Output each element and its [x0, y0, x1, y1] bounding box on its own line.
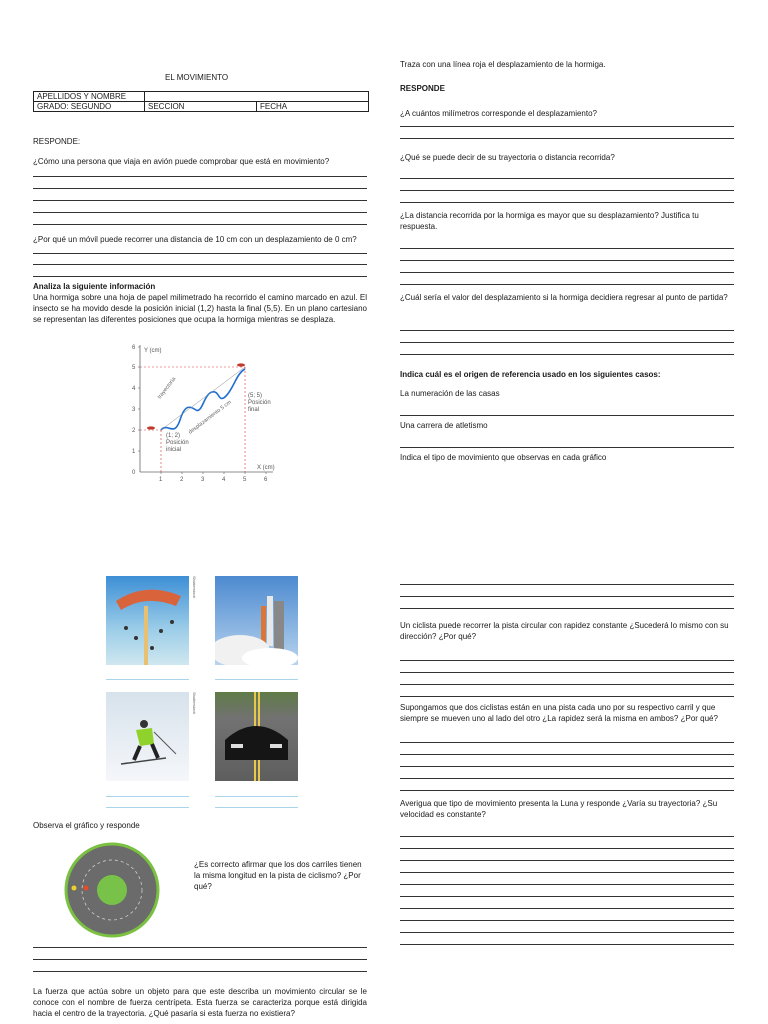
answer-line[interactable]	[400, 848, 734, 849]
answer-line[interactable]	[400, 415, 734, 416]
observa-heading: Observa el gráfico y responde	[33, 821, 140, 830]
ant-end-icon	[237, 363, 245, 366]
answer-line[interactable]	[400, 248, 734, 249]
start-label: inicial	[166, 447, 182, 453]
x-tick: 5	[243, 477, 247, 483]
question-milimetros: ¿A cuántos milímetros corresponde el desplazamiento?	[400, 109, 597, 118]
ant-path-graph	[128, 342, 278, 484]
answer-line[interactable]	[400, 836, 734, 837]
answer-line[interactable]	[400, 884, 734, 885]
end-label: Posición	[248, 400, 271, 406]
answer-line[interactable]	[400, 696, 734, 697]
answer-line[interactable]	[215, 807, 298, 808]
cyclist-outer-icon	[72, 886, 77, 891]
answer-line[interactable]	[400, 190, 734, 191]
y-axis-label: Y (cm)	[144, 348, 162, 354]
answer-line[interactable]	[400, 330, 734, 331]
x-tick: 3	[201, 477, 205, 483]
analiza-heading: Analiza la siguiente información	[33, 282, 156, 291]
answer-line[interactable]	[400, 860, 734, 861]
traza-instruction: Traza con una línea roja el desplazamiento de la hormiga.	[400, 60, 606, 69]
answer-line[interactable]	[400, 908, 734, 909]
space-shuttle-photo	[215, 576, 298, 665]
x-axis-label: X (cm)	[257, 465, 275, 471]
answer-line[interactable]	[400, 608, 734, 609]
answer-line[interactable]	[400, 126, 734, 127]
indica-heading: Indica cuál es el origen de referencia usado en los siguientes casos:	[400, 370, 661, 379]
skier-photo	[106, 692, 189, 781]
fecha-label: FECHA	[257, 102, 369, 112]
answer-line[interactable]	[106, 807, 189, 808]
answer-line[interactable]	[400, 342, 734, 343]
caso-carrera: Una carrera de atletismo	[400, 421, 488, 430]
answer-line[interactable]	[400, 260, 734, 261]
answer-line[interactable]	[400, 766, 734, 767]
apellidos-field[interactable]	[145, 92, 369, 102]
y-tick: 0	[132, 470, 136, 476]
apellidos-label: APELLIDOS Y NOMBRE	[34, 92, 145, 102]
answer-line[interactable]	[33, 212, 367, 213]
question-trayectoria: ¿Qué se puede decir de su trayectoria o distancia recorrida?	[400, 153, 615, 162]
cyclist-inner-icon	[84, 886, 89, 891]
answer-line[interactable]	[400, 447, 734, 448]
answer-line[interactable]	[215, 796, 298, 797]
answer-line[interactable]	[400, 596, 734, 597]
answer-line[interactable]	[400, 272, 734, 273]
end-label: final	[248, 407, 260, 413]
answer-line[interactable]	[106, 796, 189, 797]
tipo-movimiento-instruction: Indica el tipo de movimiento que observas en cada gráfico	[400, 453, 607, 462]
answer-line[interactable]	[33, 959, 367, 960]
seccion-label: SECCION	[145, 102, 257, 112]
answer-line[interactable]	[400, 202, 734, 203]
question-regresar: ¿Cuál sería el valor del desplazamiento si la hormiga decidiera regresar al punto de partida?	[400, 293, 728, 302]
answer-line[interactable]	[400, 944, 734, 945]
question-carriles: ¿Es correcto afirmar que los dos carriles tienen la misma longitud en la pista de ciclismo? ¿Por qué?	[194, 860, 362, 891]
answer-line[interactable]	[106, 679, 189, 680]
caso-casas: La numeración de las casas	[400, 389, 500, 398]
responde-heading: RESPONDE	[400, 84, 445, 93]
start-label: Posición	[166, 440, 189, 446]
question-ciclistas: Supongamos que dos ciclistas están en una pista cada uno por su respectivo carril y que siempre se mueven uno al lado del otro ¿La rapidez será la misma en ambos? ¿Por qué?	[400, 703, 718, 723]
fuerza-paragraph: La fuerza que actúa sobre un objeto para que este describa un movimiento circular se le conoce con el nombre de fuerza centrípeta. Esta fuerza se caracteriza porque está dirigida hacia el centro de la trayectoria. ¿Qué pasaría si esta fuerza no existiera?	[33, 987, 367, 1018]
x-tick: 1	[159, 477, 163, 483]
start-coord: (1; 2)	[166, 433, 181, 439]
answer-line[interactable]	[33, 176, 367, 177]
y-tick: 6	[132, 345, 136, 351]
photo-credit: Shutterstock	[192, 576, 197, 599]
sports-car-photo	[215, 692, 298, 781]
ant-start-icon	[147, 426, 155, 429]
answer-line[interactable]	[400, 872, 734, 873]
photo-credit: Shutterstock	[192, 692, 197, 715]
answer-line[interactable]	[400, 284, 734, 285]
y-tick: 3	[132, 407, 136, 413]
answer-line[interactable]	[400, 920, 734, 921]
question-ciclista: Un ciclista puede recorrer la pista circular con rapidez constante ¿Sucederá lo mismo con su dirección? ¿Por qué?	[400, 621, 729, 641]
desplazamiento-label: desplazamiento 5 cm	[187, 399, 233, 436]
answer-line[interactable]	[400, 138, 734, 139]
question-distancia: ¿La distancia recorrida por la hormiga es mayor que su desplazamiento? Justifica tu respuesta.	[400, 211, 699, 231]
y-tick: 2	[132, 428, 136, 434]
answer-line[interactable]	[400, 742, 734, 743]
answer-line[interactable]	[215, 679, 298, 680]
x-tick: 6	[264, 477, 268, 483]
y-tick: 1	[132, 449, 136, 455]
end-coord: (5; 5)	[248, 393, 263, 399]
answer-line[interactable]	[400, 896, 734, 897]
answer-line[interactable]	[33, 188, 367, 189]
x-tick: 2	[180, 477, 184, 483]
cycling-track-diagram	[64, 842, 160, 938]
x-tick: 4	[222, 477, 226, 483]
answer-line[interactable]	[33, 200, 367, 201]
student-info-table	[33, 91, 369, 112]
question-luna: Averigua que tipo de movimiento presenta la Luna y responde ¿Varía su trayectoria? ¿Su velocidad es constante?	[400, 799, 718, 819]
answer-line[interactable]	[33, 224, 367, 225]
question-avion: ¿Cómo una persona que viaja en avión puede comprobar que está en movimiento?	[33, 157, 330, 166]
answer-line[interactable]	[33, 276, 367, 277]
answer-line[interactable]	[400, 778, 734, 779]
answer-line[interactable]	[33, 971, 367, 972]
answer-line[interactable]	[400, 178, 734, 179]
analiza-paragraph: Una hormiga sobre una hoja de papel milimetrado ha recorrido el camino marcado en azul. El insecto se ha movido desde la posición inicial (1,2) hasta la final (5,5). En un plano cartesiano se representan las diferentes posiciones que ocupa la hormiga mientras se desplaza.	[33, 293, 367, 324]
question-movil: ¿Por qué un móvil puede recorrer una distancia de 10 cm con un desplazamiento de 0 cm?	[33, 235, 357, 244]
y-tick: 4	[132, 386, 136, 392]
answer-line[interactable]	[400, 790, 734, 791]
trayectoria-label: trayectoria	[156, 376, 178, 401]
grado-label: GRADO: SEGUNDO	[34, 102, 145, 112]
responde-heading: RESPONDE:	[33, 137, 81, 146]
answer-line[interactable]	[400, 754, 734, 755]
y-tick: 5	[132, 365, 136, 371]
page-title: EL MOVIMIENTO	[165, 73, 229, 82]
answer-line[interactable]	[400, 932, 734, 933]
answer-line[interactable]	[400, 354, 734, 355]
carousel-photo	[106, 576, 189, 665]
answer-line[interactable]	[400, 584, 734, 585]
answer-line[interactable]	[400, 684, 734, 685]
answer-line[interactable]	[33, 253, 367, 254]
answer-line[interactable]	[400, 660, 734, 661]
answer-line[interactable]	[33, 947, 367, 948]
answer-line[interactable]	[400, 672, 734, 673]
answer-line[interactable]	[33, 264, 367, 265]
